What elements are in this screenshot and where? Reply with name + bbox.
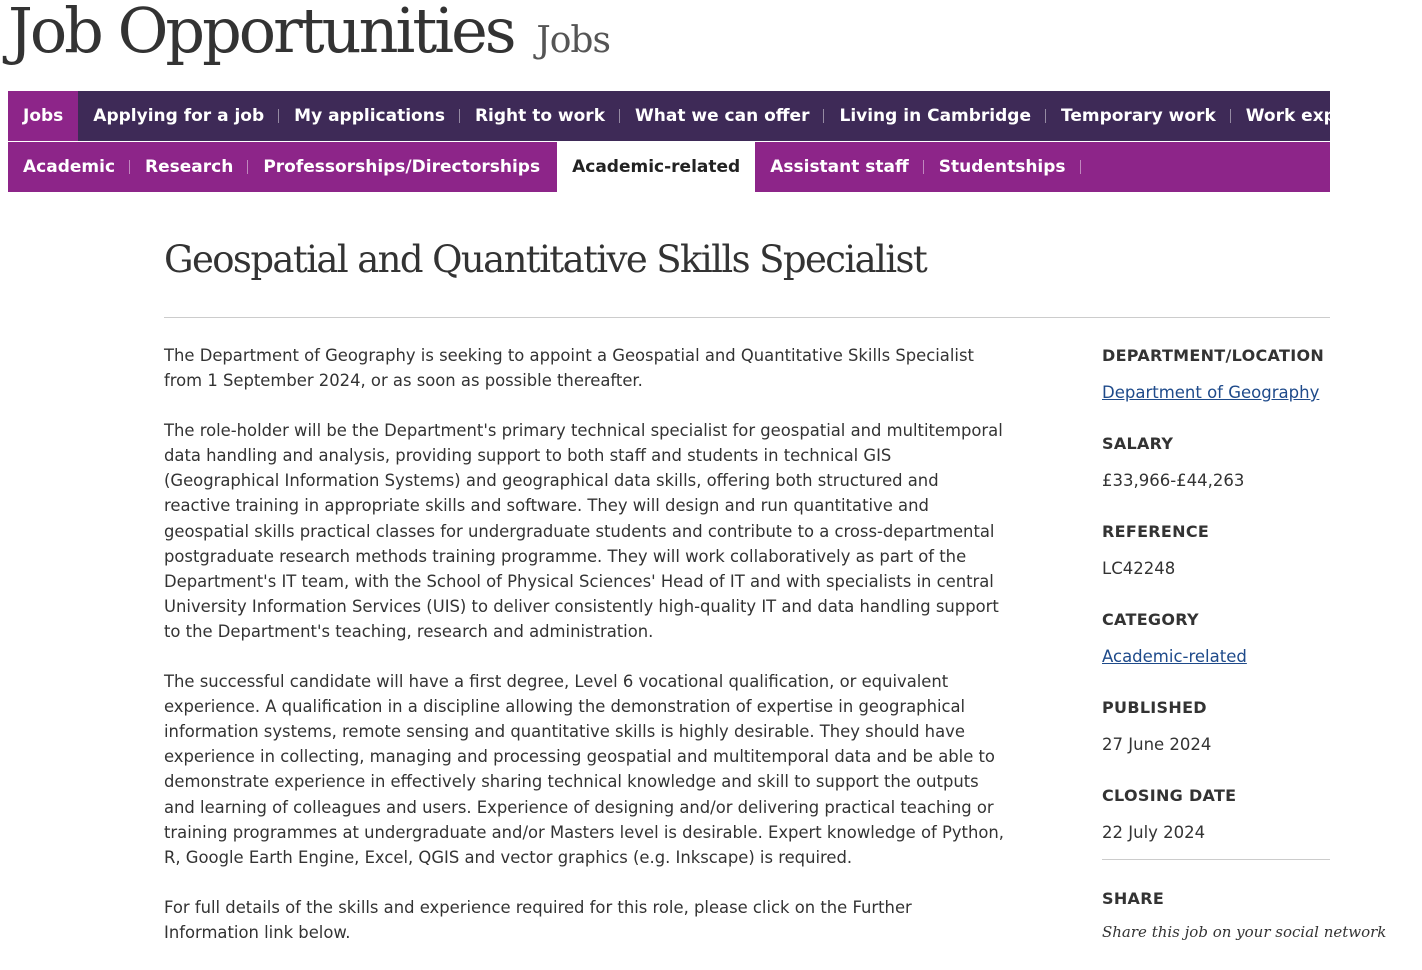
nav-item-temporary-work[interactable]: Temporary work	[1046, 91, 1231, 141]
department-label: DEPARTMENT/LOCATION	[1102, 346, 1325, 365]
salary-value: £33,966-£44,263	[1102, 471, 1245, 490]
subnav-item-academic[interactable]: Academic	[8, 142, 130, 192]
nav-item-applying[interactable]: Applying for a job	[78, 91, 279, 141]
description-paragraph: The successful candidate will have a first degree, Level 6 vocational qualification, or equivalent experience. A qualification in a discipline allowing the demonstration of expertise in geographical information systems, remote sensing and quantitative skills is highly desirable. They should have experience in collecting, managing and processing geospatial and multitemporal data and be able to demonstrate experience in effectively sharing technical knowledge and skill to support the outputs and learning of colleagues and users. Experience of designing and/or delivering practical teaching or training programmes at undergraduate and/or Masters level is desirable. Expert knowledge of Python, R, Google Earth Engine, Excel, QGIS and vector graphics (e.g. Inkscape) is required.	[164, 672, 1004, 867]
site-title-subtitle: Jobs	[536, 20, 610, 61]
title-divider	[164, 317, 1330, 318]
description-paragraph: The Department of Geography is seeking to appoint a Geospatial and Quantitative Skills Specialist from 1 September 2024, or as soon as possible thereafter.	[164, 346, 974, 391]
share-label: SHARE	[1102, 889, 1165, 908]
subnav-item-professorships[interactable]: Professorships/Directorships	[263, 157, 541, 177]
nav-item-jobs[interactable]: Jobs	[8, 91, 78, 141]
subnav-item-academic-related[interactable]: Academic-related	[557, 142, 755, 192]
primary-nav	[8, 91, 1407, 141]
description-paragraph: For full details of the skills and experience required for this role, please click on the Further Information link below.	[164, 897, 912, 942]
subnav-item-research[interactable]: Research	[130, 142, 248, 192]
published-value: 27 June 2024	[1102, 735, 1212, 754]
nav-item-living-in-cambridge[interactable]: Living in Cambridge	[824, 91, 1046, 141]
subnav-item-studentships[interactable]: Studentships	[924, 142, 1081, 192]
secondary-nav	[8, 142, 1330, 192]
description-paragraph: The role-holder will be the Department's primary technical specialist for geospatial and multitemporal data handling and analysis, providing support to both staff and students in technical GIS (Geographical Information Systems) and geographical data skills, offering both structured and reactive training in appropriate skills and software. They will design and run quantitative and geospatial skills practical classes for undergraduate students and contribute to a cross-departmental postgraduate research methods training programme. They will work collaboratively as part of the Department's IT team, with the School of Physical Sciences' Head of IT and with specialists in central University Information Services (UIS) to deliver consistently high-quality IT and data handling support to the Department's teaching, research and administration.	[164, 421, 1003, 641]
job-details-sidebar	[1102, 344, 1387, 941]
nav-item-work-experience[interactable]: Work experience	[1245, 106, 1407, 126]
sidebar-divider	[1102, 859, 1330, 860]
job-description	[164, 343, 1004, 970]
reference-value: LC42248	[1102, 559, 1176, 578]
site-title-main: Job Opportunities	[8, 0, 514, 67]
nav-item-my-applications[interactable]: My applications	[279, 91, 460, 141]
job-title: Geospatial and Quantitative Skills Specialist	[164, 238, 927, 281]
nav-item-what-we-offer[interactable]: What we can offer	[620, 91, 824, 141]
department-link[interactable]: Department of Geography	[1102, 383, 1320, 402]
share-note: Share this job on your social network	[1102, 923, 1387, 941]
category-link[interactable]: Academic-related	[1102, 647, 1247, 666]
published-label: PUBLISHED	[1102, 698, 1207, 717]
nav-item-right-to-work[interactable]: Right to work	[460, 91, 620, 141]
reference-label: REFERENCE	[1102, 522, 1210, 541]
closing-date-label: CLOSING DATE	[1102, 786, 1237, 805]
closing-date-value: 22 July 2024	[1102, 823, 1206, 842]
site-title	[8, 0, 610, 68]
salary-label: SALARY	[1102, 434, 1174, 453]
subnav-item-assistant-staff[interactable]: Assistant staff	[755, 142, 924, 192]
category-label: CATEGORY	[1102, 610, 1199, 629]
